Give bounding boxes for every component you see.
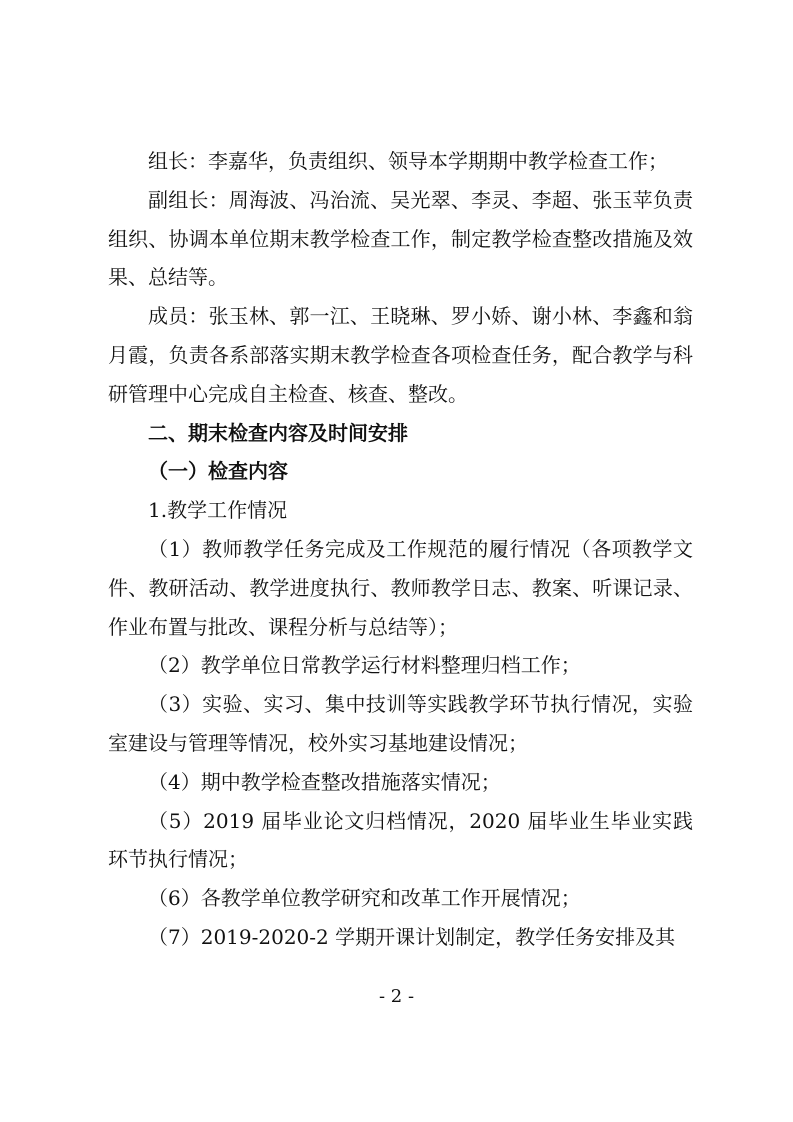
section-heading: （一）检查内容	[148, 459, 288, 484]
paragraph: 成员：张玉林、郭一江、王晓琳、罗小娇、谢小林、李鑫和翁月霞，负责各系部落实期末教学检查各项检查任务，配合教学与科研管理中心完成自主检查、核查、整改。	[108, 304, 693, 406]
paragraph: （3）实验、实习、集中技训等实践教学环节执行情况，实验室建设与管理等情况，校外实习基地建设情况；	[108, 692, 693, 755]
paragraph: 组长：李嘉华，负责组织、领导本学期期中教学检查工作；	[148, 149, 668, 173]
paragraph: （1）教师教学任务完成及工作规范的履行情况（各项教学文件、教研活动、教学进度执行、教师教学日志、教案、听课记录、作业布置与批改、课程分析与总结等）；	[108, 536, 693, 639]
paragraph: （2）教学单位日常教学运行材料整理归档工作；	[148, 653, 581, 678]
paragraph: （7）2019-2020-2 学期开课计划制定，教学任务安排及其	[148, 924, 676, 949]
paragraph: 副组长：周海波、冯治流、吴光翠、李灵、李超、张玉苹负责组织、协调本单位期末教学检查工作，制定教学检查整改措施及效果、总结等。	[108, 187, 693, 290]
section-heading: 二、期末检查内容及时间安排	[148, 420, 408, 445]
paragraph: （6）各教学单位教学研究和改革工作开展情况；	[148, 886, 581, 911]
paragraph: （5）2019 届毕业论文归档情况，2020 届毕业生毕业实践环节执行情况；	[108, 808, 693, 872]
page-number: - 2 -	[378, 986, 415, 1007]
document-body	[108, 142, 693, 957]
paragraph: （4）期中教学检查整改措施落实情况；	[148, 769, 501, 794]
paragraph: 1.教学工作情况	[148, 498, 288, 523]
